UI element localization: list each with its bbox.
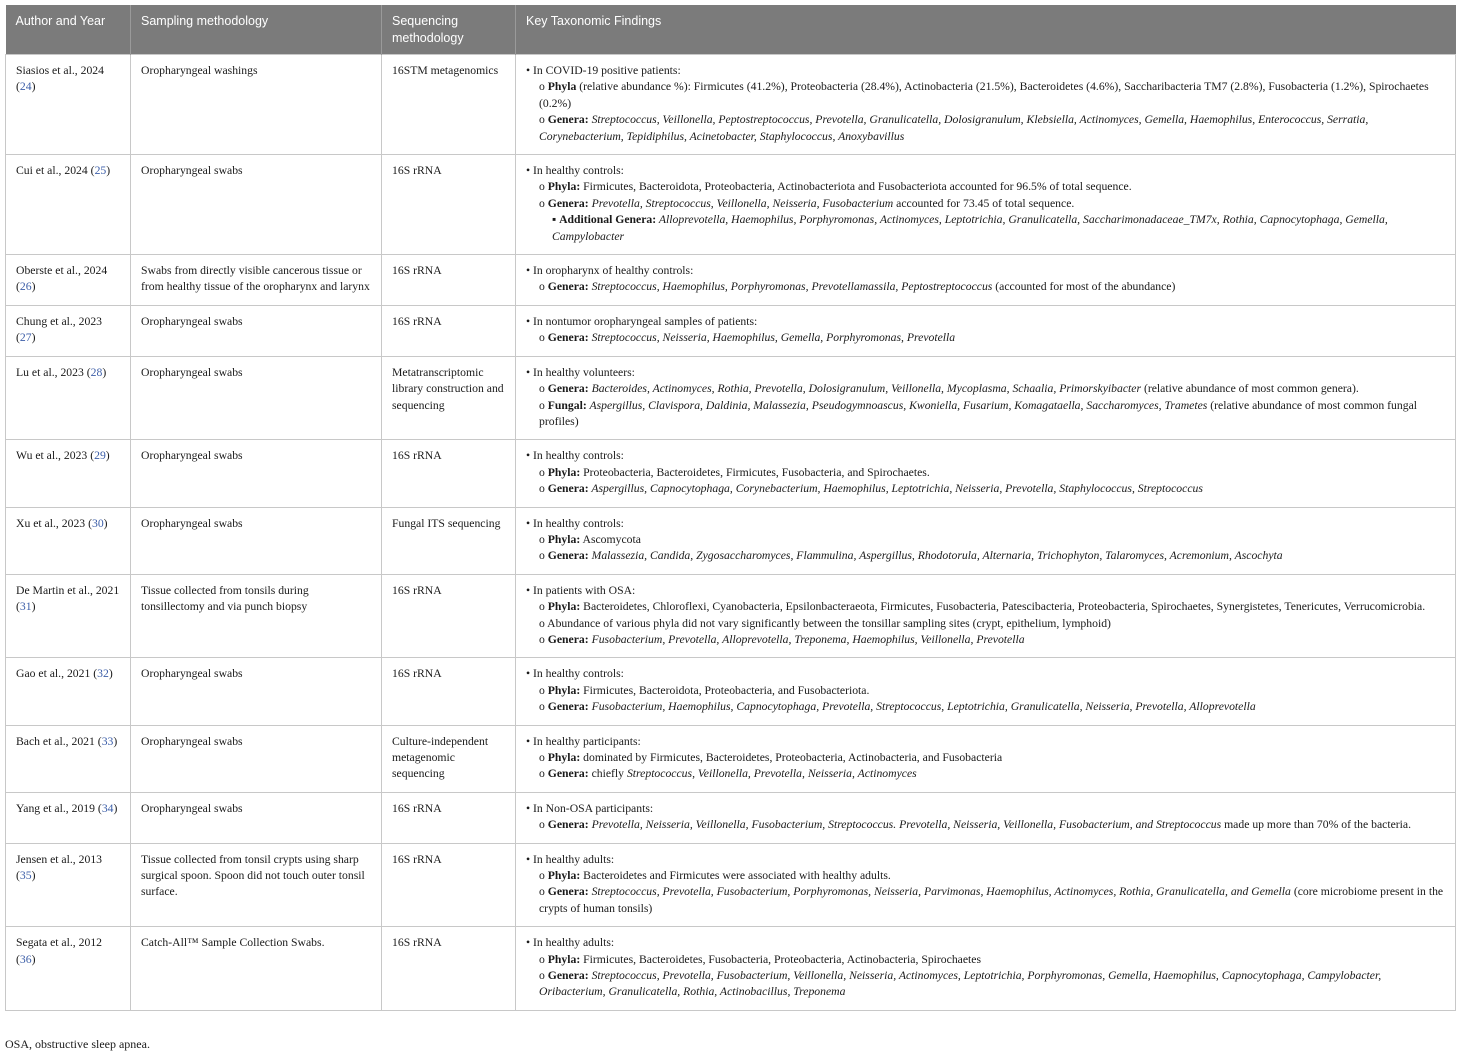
author-year: Cui et al., 2024 [16,164,88,178]
bullet-marker: o [539,80,548,94]
header-key-findings: Key Taxonomic Findings [516,5,1456,55]
reference-link[interactable]: 25 [94,164,107,178]
sampling-methodology: Oropharyngeal swabs [131,356,382,440]
reference-link[interactable]: 28 [90,365,103,379]
sampling-methodology: Oropharyngeal swabs [131,658,382,725]
finding-line [526,884,1445,917]
finding-label: Genera: [547,885,589,899]
sampling-methodology: Catch-All™ Sample Collection Swabs. [131,927,382,1011]
finding-label: Fungal: [547,398,587,412]
taxa-list: Bacteroides, Actinomyces, Rothia, Prevotella, Dolosigranulum, Veillonella, Mycoplasma, Schaalia, Primorskyibacter [588,382,1142,396]
finding-label: Phyla: [547,683,581,697]
author-year-cell: Lu et al., 2023 (28) [6,356,131,440]
finding-text: Abundance of various phyla did not vary significantly between the tonsillar sampling sites (crypt, epithelium, lymphoid) [547,616,1111,630]
finding-text: • In Non-OSA participants: [526,801,654,815]
taxa-list: Streptococcus, Prevotella, Fusobacterium, Porphyromonas, Neisseria, Parvimonas, Haemophilus, Actinomyces, Rothia, Granulicatella, and Gemella [588,885,1291,899]
finding-line [526,699,1445,715]
finding-line [526,734,1445,750]
finding-line [526,330,1445,346]
key-findings [516,305,1456,356]
taxa-list: Fusobacterium, Haemophilus, Capnocytophaga, Prevotella, Streptococcus, Leptotrichia, Granulicatella, Neisseria, Prevotella, Alloprevotella [588,700,1256,714]
finding-text: Ascomycota [580,532,641,546]
key-findings [516,927,1456,1011]
sampling-methodology: Oropharyngeal swabs [131,792,382,843]
table-row [6,55,1456,155]
header-author-year: Author and Year [6,5,131,55]
author-year: Siasios et al., 2024 [16,64,104,77]
finding-label: Phyla: [547,600,581,614]
author-year: De Martin et al., 2021 [16,583,120,597]
finding-text: accounted for 73.45 of total sequence. [893,196,1075,210]
bullet-marker: o [539,532,548,546]
finding-text: (core microbiome present in the crypts of human tonsils) [539,885,1444,915]
sampling-methodology: Oropharyngeal swabs [131,725,382,792]
finding-line [526,616,1445,632]
table-row [6,356,1456,440]
sequencing-methodology: 16S rRNA [382,843,516,927]
key-findings [516,55,1456,155]
author-year-cell: Gao et al., 2021 (32) [6,658,131,725]
finding-label: Phyla: [547,751,581,764]
finding-line [526,683,1445,699]
finding-label: Phyla: [547,869,581,883]
header-sequencing-methodology: Sequencing methodology [382,5,516,55]
finding-line [526,79,1445,112]
finding-text: Firmicutes, Bacteroidota, Proteobacteria, Actinobacteriota and Fusobacteriota accounted for 96.5% of total sequence. [580,180,1132,194]
finding-label: Genera: [547,818,589,832]
sequencing-methodology: 16S rRNA [382,255,516,306]
author-year-cell: Chung et al., 2023 (27) [6,305,131,356]
bullet-marker: o [539,180,548,194]
author-year-cell: Yang et al., 2019 (34) [6,792,131,843]
key-findings [516,843,1456,927]
header-sampling-methodology: Sampling methodology [131,5,382,55]
author-year-cell: Cui et al., 2024 (25) [6,155,131,255]
finding-line [526,196,1445,212]
finding-label: Genera: [547,382,589,396]
finding-label: Genera: [547,969,589,983]
table-row [6,725,1456,792]
finding-text: • In healthy adults: [526,936,615,950]
finding-label: Genera: [547,700,589,714]
table-row [6,658,1456,725]
bullet-marker: o [539,398,548,412]
finding-line [526,481,1445,497]
reference-link[interactable]: 26 [19,280,32,294]
finding-line [526,381,1445,397]
author-year-cell: Oberste et al., 2024 (26) [6,255,131,306]
taxa-list: Aspergillus, Capnocytophaga, Corynebacterium, Haemophilus, Leptotrichia, Neisseria, Prevotella, Staphylococcus, Streptococcus [588,482,1203,496]
table-row [6,255,1456,306]
author-year-cell: Xu et al., 2023 (30) [6,507,131,574]
sequencing-methodology: 16S rRNA [382,927,516,1011]
finding-label: Genera: [547,113,589,127]
author-year: Oberste et al., 2024 [16,264,108,278]
finding-text: • In healthy controls: [526,667,624,681]
bullet-marker: o [539,700,548,714]
finding-line [526,968,1445,1001]
taxa-list: Aspergillus, Clavispora, Daldinia, Malassezia, Pseudogymnoascus, Kwoniella, Fusarium, Komagataella, Saccharomyces, Trametes [586,398,1208,412]
reference-link[interactable]: 34 [101,801,114,815]
finding-text: • In patients with OSA: [526,583,636,597]
reference-link[interactable]: 36 [19,952,32,966]
finding-label: Phyla: [547,180,581,194]
table-row [6,792,1456,843]
finding-line [526,532,1445,548]
author-year: Gao et al., 2021 [16,667,91,681]
finding-line [526,817,1445,833]
key-findings [516,792,1456,843]
taxa-list: Alloprevotella, Haemophilus, Porphyromonas, Actinomyces, Leptotrichia, Granulicatella, Saccharimonadaceae_TM7x, Rothia, Capnocytophaga, Gemella, Campylobacter [552,213,1388,243]
finding-line [526,599,1445,615]
table-row [6,574,1456,658]
bullet-marker: o [539,751,548,764]
finding-text: • In healthy controls: [526,516,624,530]
sampling-methodology: Oropharyngeal washings [131,55,382,155]
taxa-list: Fusobacterium, Prevotella, Alloprevotella, Treponema, Haemophilus, Veillonella, Prevotella [588,632,1025,646]
bullet-marker: o [539,465,548,479]
sequencing-methodology: 16S rRNA [382,155,516,255]
author-year-cell: Wu et al., 2023 (29) [6,440,131,507]
finding-line [526,516,1445,532]
finding-text: • In nontumor oropharyngeal samples of patients: [526,314,758,328]
sequencing-methodology: 16S rRNA [382,658,516,725]
finding-label: Genera: [547,196,589,210]
table-row [6,843,1456,927]
sampling-methodology: Tissue collected from tonsil crypts using sharp surgical spoon. Spoon did not touch outer tonsil surface. [131,843,382,927]
finding-text: • In healthy participants: [526,734,641,748]
author-year: Jensen et al., 2013 [16,852,103,866]
finding-line [526,163,1445,179]
table-row [6,155,1456,255]
finding-label: Genera: [547,549,589,563]
table-footnote: OSA, obstructive sleep apnea. [5,1037,150,1051]
table-row [6,507,1456,574]
sequencing-methodology: 16S rRNA [382,440,516,507]
finding-line [526,583,1445,599]
sequencing-methodology: 16S rRNA [382,792,516,843]
finding-label: Genera: [547,767,589,781]
finding-line [526,801,1445,817]
sampling-methodology: Oropharyngeal swabs [131,155,382,255]
bullet-marker: o [539,549,548,563]
reference-link[interactable]: 32 [97,667,109,681]
bullet-marker: o [539,600,548,614]
reference-link[interactable]: 33 [101,734,114,748]
taxa-list: Malassezia, Candida, Zygosaccharomyces, Flammulina, Aspergillus, Rhodotorula, Alternaria, Trichophyton, Talaromyces, Acremonium, Ascochyta [588,549,1283,563]
finding-label: Genera: [547,482,589,496]
finding-line [526,365,1445,381]
finding-text: • In healthy adults: [526,852,615,866]
finding-label: Genera: [547,632,589,646]
finding-line [526,766,1445,782]
finding-line [526,212,1445,245]
taxa-list: Prevotella, Streptococcus, Veillonella, Neisseria, Fusobacterium [588,196,894,210]
bullet-marker: ▪ [552,213,560,227]
bullet-marker: o [539,952,548,966]
finding-text: (relative abundance %): Firmicutes (41.2%), Proteobacteria (28.4%), Actinobacteria (21.5%), Bacteroidetes (4.6%), Saccharibacteria TM7 (2.8%), Fusobacteria (1.2%), Spirochaetes (0.2%) [539,80,1429,110]
taxa-list: Streptococcus, Prevotella, Fusobacterium, Veillonella, Neisseria, Actinomyces, Leptotrichia, Porphyromonas, Gemella, Haemophilus, Capnocytophaga, Campylobacter, Oribacterium, Granulicatella, Rothia, Actinobacillus, Treponema [539,969,1382,999]
finding-line [526,279,1445,295]
finding-line [526,179,1445,195]
finding-text: (relative abundance of most common genera). [1141,382,1359,396]
reference-link[interactable]: 29 [94,449,106,463]
finding-label: Genera: [547,331,589,345]
author-year: Yang et al., 2019 [16,801,95,815]
bullet-marker: o [539,767,548,781]
finding-line [526,750,1445,766]
table-body [6,55,1456,1011]
finding-text: • In healthy volunteers: [526,365,635,379]
bullet-marker: o [539,969,548,983]
sequencing-methodology: Fungal ITS sequencing [382,507,516,574]
key-findings [516,255,1456,306]
finding-line [526,935,1445,951]
finding-text: • In COVID-19 positive patients: [526,64,681,77]
finding-label: Genera: [547,280,589,294]
table-header-row [6,5,1456,55]
author-year: Chung et al., 2023 [16,314,103,328]
finding-line [526,448,1445,464]
bullet-marker: o [539,482,548,496]
sampling-methodology: Oropharyngeal swabs [131,507,382,574]
table-row [6,927,1456,1011]
taxa-list: Prevotella, Neisseria, Veillonella, Fusobacterium, Streptococcus. Prevotella, Neisseria, Veillonella, Fusobacterium, and Streptococcus [588,818,1222,832]
bullet-marker: o [539,818,548,832]
author-year-cell: Siasios et al., 2024 (24) [6,55,131,155]
finding-text: (relative abundance of most common fungal profiles) [539,398,1417,428]
finding-line [526,398,1445,431]
finding-line [526,465,1445,481]
reference-link[interactable]: 24 [19,80,32,94]
finding-line [526,263,1445,279]
author-year-cell: Jensen et al., 2013 (35) [6,843,131,927]
key-findings [516,507,1456,574]
reference-link[interactable]: 30 [91,516,104,530]
taxa-list: Streptococcus, Haemophilus, Porphyromonas, Prevotellamassila, Peptostreptococcus [588,280,993,294]
bullet-marker: o [539,113,548,127]
bullet-marker: o [539,280,548,294]
literature-table [5,5,1456,1011]
key-findings [516,725,1456,792]
finding-text: Bacteroidetes and Firmicutes were associated with healthy adults. [580,869,891,883]
finding-line [526,548,1445,564]
author-year-cell: De Martin et al., 2021 (31) [6,574,131,658]
finding-line [526,632,1445,648]
table-row [6,440,1456,507]
taxa-list: Streptococcus, Neisseria, Haemophilus, Gemella, Porphyromonas, Prevotella [588,331,956,345]
finding-label: Phyla: [547,952,581,966]
finding-text: (accounted for most of the abundance) [992,280,1176,294]
finding-text: dominated by Firmicutes, Bacteroidetes, Proteobacteria, Actinobacteria, and Fusobacteria [580,751,1003,764]
sampling-methodology: Oropharyngeal swabs [131,440,382,507]
bullet-marker: o [539,683,548,697]
bullet-marker: o [539,616,548,630]
taxa-list: Streptococcus, Veillonella, Prevotella, Neisseria, Actinomyces [624,767,917,781]
key-findings [516,658,1456,725]
table-row [6,305,1456,356]
finding-text: chiefly [588,767,625,781]
sequencing-methodology: 16S rRNA [382,574,516,658]
key-findings [516,574,1456,658]
finding-text: • In oropharynx of healthy controls: [526,264,694,278]
bullet-marker: o [539,331,548,345]
finding-label: Phyla: [547,532,581,546]
key-findings [516,155,1456,255]
bullet-marker: o [539,196,548,210]
sequencing-methodology: Culture-independent metagenomic sequencing [382,725,516,792]
sampling-methodology: Oropharyngeal swabs [131,305,382,356]
finding-text: made up more than 70% of the bacteria. [1221,818,1412,832]
finding-line [526,868,1445,884]
taxa-list: Streptococcus, Veillonella, Peptostreptococcus, Prevotella, Granulicatella, Dolosigranulum, Klebsiella, Actinomyces, Gemella, Haemophilus, Enterococcus, Serratia, Corynebacterium, Tepidiphilus, Acinetobacter, Staphylococcus, Anoxybavillus [539,113,1369,143]
finding-line [526,63,1445,79]
finding-text: Proteobacteria, Bacteroidetes, Firmicutes, Fusobacteria, and Spirochaetes. [580,465,930,479]
author-year-cell: Segata et al., 2012 (36) [6,927,131,1011]
finding-label: Additional Genera: [559,213,657,227]
finding-line [526,666,1445,682]
finding-label: Phyla [547,80,577,94]
finding-text: • In healthy controls: [526,449,624,463]
sequencing-methodology: 16STM metagenomics [382,55,516,155]
author-year: Lu et al., 2023 [16,365,84,379]
bullet-marker: o [539,632,548,646]
sequencing-methodology: 16S rRNA [382,305,516,356]
author-year: Bach et al., 2021 [16,734,95,748]
reference-link[interactable]: 35 [19,869,32,883]
reference-link[interactable]: 27 [19,331,32,345]
author-year: Wu et al., 2023 [16,449,88,463]
finding-line [526,314,1445,330]
finding-text: Firmicutes, Bacteroidetes, Fusobacteria, Proteobacteria, Actinobacteria, Spirochaetes [580,952,982,966]
finding-line [526,952,1445,968]
author-year-cell: Bach et al., 2021 (33) [6,725,131,792]
author-year: Segata et al., 2012 [16,936,103,950]
finding-line [526,112,1445,145]
key-findings [516,356,1456,440]
sampling-methodology: Swabs from directly visible cancerous tissue or from healthy tissue of the oropharynx and larynx [131,255,382,306]
bullet-marker: o [539,869,548,883]
author-year: Xu et al., 2023 [16,516,86,530]
sampling-methodology: Tissue collected from tonsils during tonsillectomy and via punch biopsy [131,574,382,658]
finding-label: Phyla: [547,465,581,479]
bullet-marker: o [539,885,548,899]
finding-text: • In healthy controls: [526,164,624,178]
finding-text: Bacteroidetes, Chloroflexi, Cyanobacteria, Epsilonbacteraeota, Firmicutes, Fusobacteria, Patescibacteria, Proteobacteria, Spirochaetes, Synergistetes, Tenericutes, Verrucomicrobia. [580,600,1426,614]
finding-text: Firmicutes, Bacteroidota, Proteobacteria, and Fusobacteriota. [580,683,870,697]
sequencing-methodology: Metatranscriptomic library construction and sequencing [382,356,516,440]
bullet-marker: o [539,382,548,396]
finding-line [526,852,1445,868]
key-findings [516,440,1456,507]
reference-link[interactable]: 31 [19,600,32,614]
